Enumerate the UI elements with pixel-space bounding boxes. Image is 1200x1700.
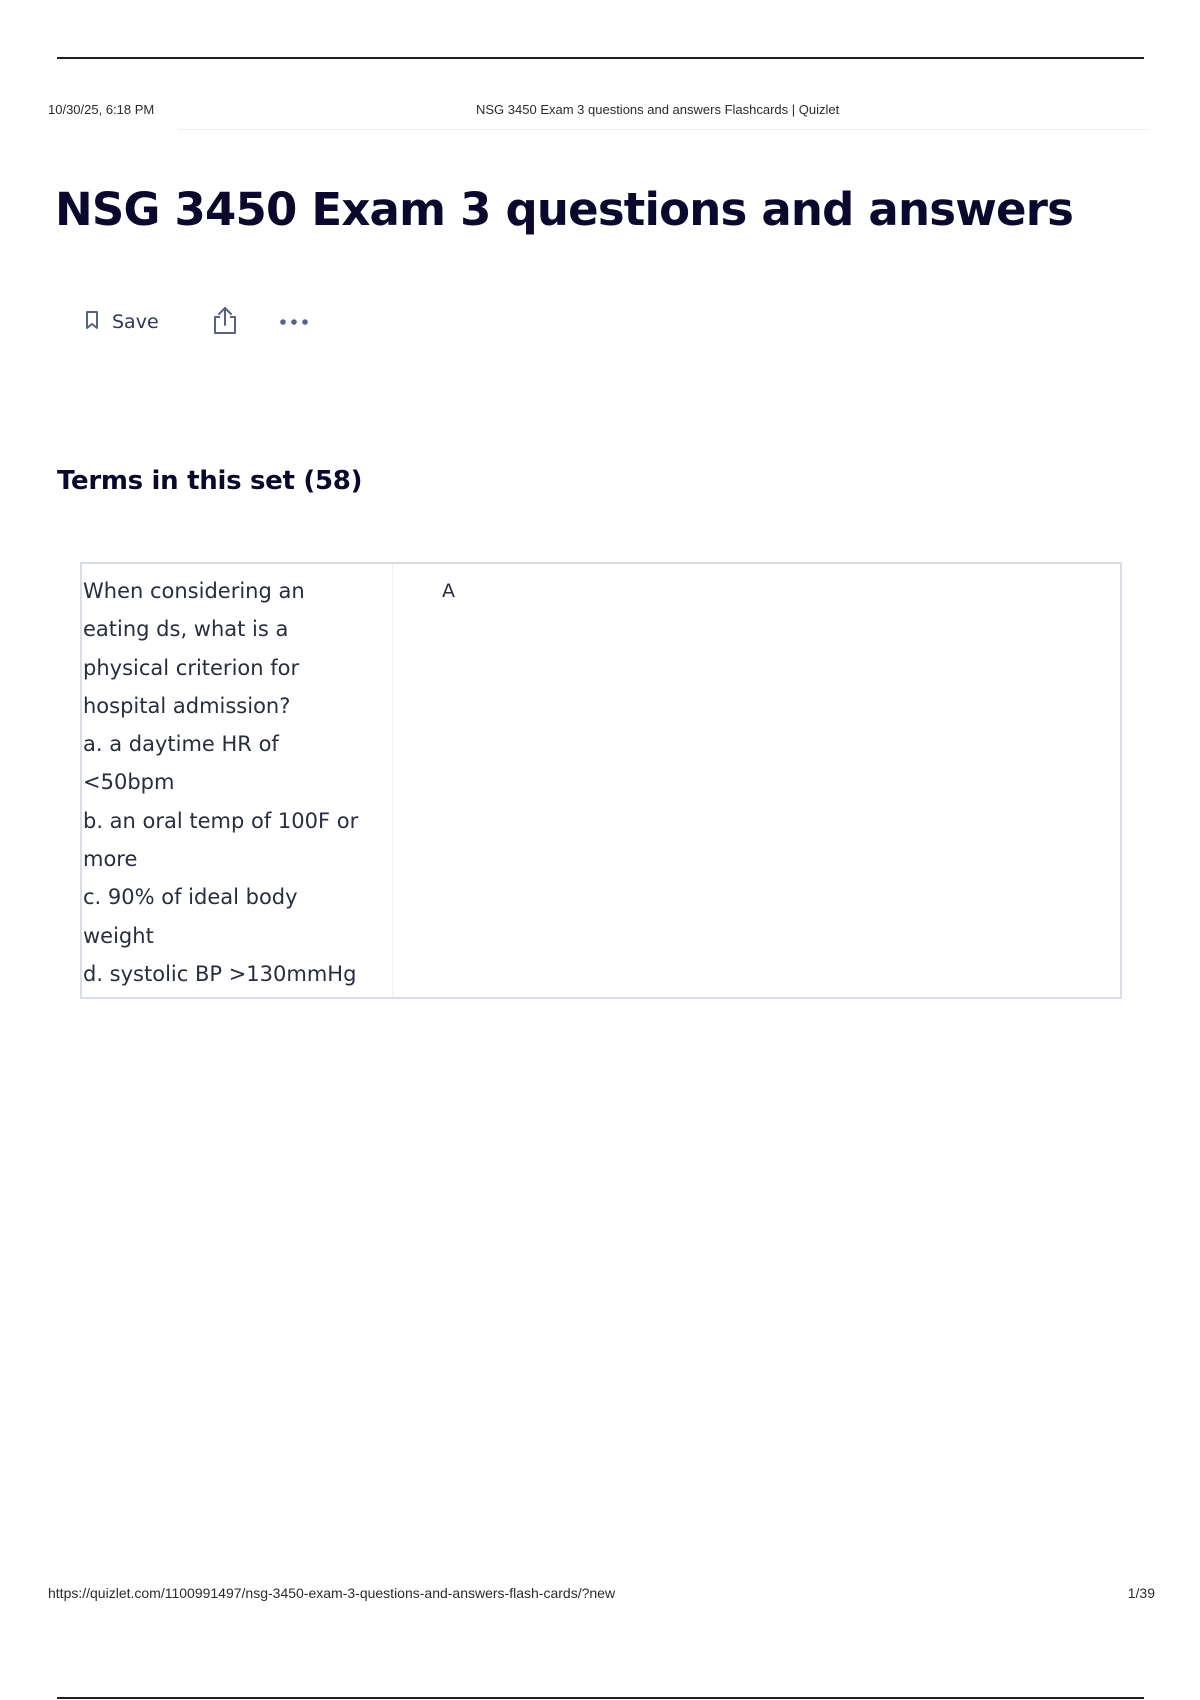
print-url: https://quizlet.com/1100991497/nsg-3450-exam-3-questions-and-answers-flash-cards/?new [48,1585,616,1601]
set-toolbar [84,306,309,338]
header-divider [178,129,1148,130]
terms-heading: Terms in this set (58) [57,466,363,496]
bookmark-icon [84,310,100,335]
save-button[interactable] [84,310,159,335]
print-datetime: 10/30/25, 6:18 PM [48,102,155,117]
print-header [48,102,1148,122]
page-top-rule [57,57,1144,59]
more-icon [279,313,309,331]
page-number: 1/39 [1127,1585,1155,1601]
page-bottom-rule [57,1697,1144,1699]
more-options-button[interactable] [279,313,309,331]
print-document-title: NSG 3450 Exam 3 questions and answers Flashcards | Quizlet [476,102,840,117]
term-text: When considering an eating ds, what is a physical criterion for hospital admission? a. a daytime HR of <50bpm b. an oral temp of 100F or more c. 90% of ideal body weight d. systolic BP >130mmHg [83,579,359,986]
share-icon [211,305,239,340]
term-card [80,562,1122,999]
term-column [82,564,393,997]
print-footer [48,1585,1155,1605]
page-title: NSG 3450 Exam 3 questions and answers [55,183,1074,236]
definition-text: A [442,580,455,602]
save-label: Save [112,311,159,333]
share-button[interactable] [211,305,239,340]
